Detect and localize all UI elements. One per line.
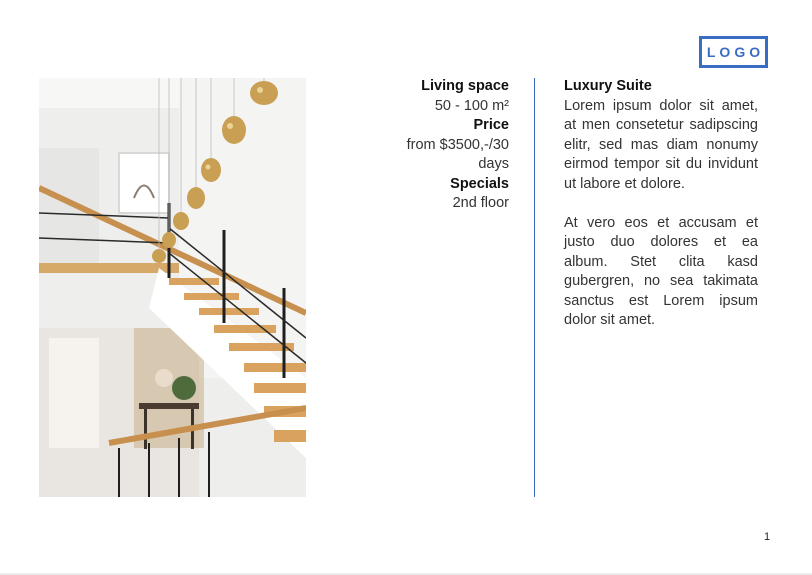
property-specs: [370, 77, 509, 214]
logo: LOGO: [699, 36, 768, 68]
specials-label: Specials: [450, 175, 509, 192]
suite-description: [564, 77, 758, 331]
description-paragraph-2: At vero eos et accusam et justo duo dolores et ea album. Stet clita kasd gubergren, no sea takimata sanctus est Lorem ipsum dolor sit amet.: [564, 214, 758, 328]
description-paragraph-1: Lorem ipsum dolor sit amet, at men consetetur sadipscing elitr, sed mas diam nonumy eirmod tempor sit du invidunt ut labore et dolore.: [564, 97, 758, 192]
price-value-line1: from $3500,-/30: [406, 136, 509, 153]
price-value-line2: days: [478, 156, 509, 172]
living-space-label: Living space: [421, 78, 509, 94]
price-label: Price: [473, 117, 509, 133]
suite-title: Luxury Suite: [564, 78, 652, 94]
living-space-value: 50 - 100 m²: [434, 97, 509, 114]
page-number: 1: [764, 531, 771, 543]
specials-value: 2nd floor: [452, 195, 509, 211]
divider-line: [534, 78, 535, 497]
staircase-photo: [39, 78, 306, 497]
